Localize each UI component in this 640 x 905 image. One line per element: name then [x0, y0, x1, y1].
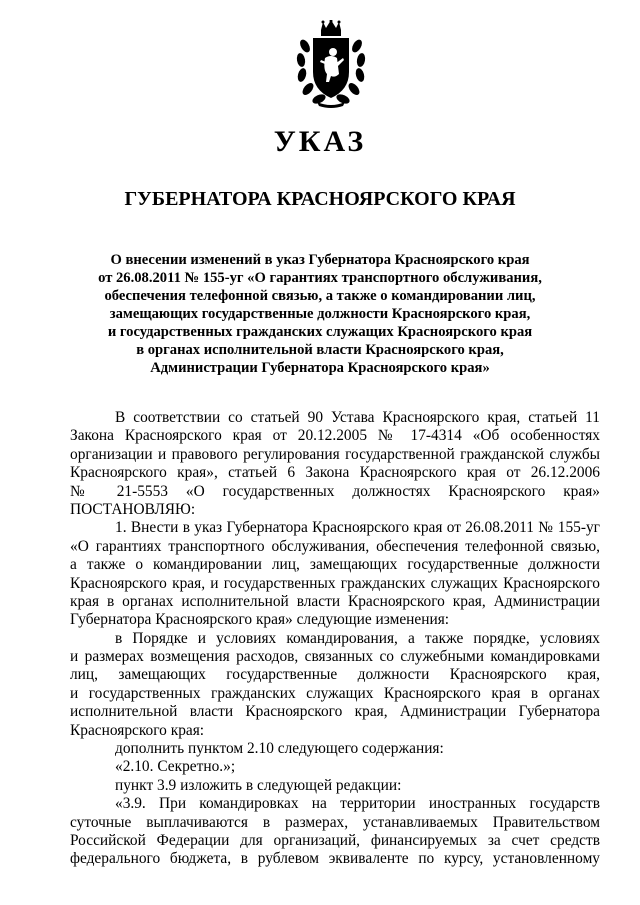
- body-line: в Порядке и условиях командирования, а также порядке, условиях: [115, 629, 600, 647]
- subject-line: и государственных гражданских служащих Красноярского края: [107, 324, 533, 340]
- body-line: «3.9. При командировках на территории иностранных государств: [115, 795, 600, 813]
- body-line: суточные выплачиваются в размерах, устанавливаемых Правительством: [70, 813, 600, 831]
- decree-subject-heading: [60, 251, 580, 377]
- body-line: «О гарантиях транспортного обслуживания, обеспечения телефонной связью,: [70, 537, 600, 555]
- krasnoyarsk-coat-of-arms-emblem: [295, 20, 367, 108]
- body-line: и размерах возмещения расходов, связанных со служебными командировками: [70, 648, 600, 666]
- body-line: 1. Внести в указ Губернатора Красноярского края от 26.08.2011 № 155-уг: [115, 519, 600, 537]
- body-line: организации и правового регулирования государственной гражданской службы: [70, 445, 600, 463]
- body-line: и государственных гражданских служащих Красноярского края в органах: [70, 684, 600, 702]
- body-line: а также о командировании лиц, замещающих государственные должности: [70, 556, 600, 574]
- body-line: лиц, замещающих государственные должности Красноярского края,: [70, 666, 600, 684]
- subject-line: О внесении изменений в указ Губернатора Красноярского края: [110, 252, 530, 268]
- body-line: края в органах исполнительной власти Красноярского края, Администрации: [70, 592, 600, 610]
- body-line: В соответствии со статьей 90 Устава Красноярского края, статьей 11: [115, 409, 600, 426]
- decree-body-text: [70, 409, 600, 869]
- subject-line: в органах исполнительной власти Красноярского края,: [136, 342, 504, 358]
- body-line: ПОСТАНОВЛЯЮ:: [70, 500, 196, 518]
- subject-line: от 26.08.2011 № 155-уг «О гарантиях транспортного обслуживания,: [98, 270, 542, 286]
- body-line: исполнительной власти Красноярского края, Администрации Губернатора: [70, 703, 600, 721]
- issuer-title: ГУБЕРНАТОРА КРАСНОЯРСКОГО КРАЯ: [124, 188, 516, 210]
- body-line: Губернатора Красноярского края» следующие изменения:: [70, 611, 450, 629]
- body-line: федерального бюджета, в рублевом эквиваленте по курсу, установленному: [70, 850, 600, 868]
- body-line: Красноярского края», статьей 6 Закона Красноярского края от 26.12.2006: [70, 464, 600, 482]
- body-line: № 21-5553 «О государственных должностях Красноярского края»: [70, 482, 600, 500]
- subject-line: Администрации Губернатора Красноярского края»: [150, 360, 490, 376]
- body-line: Российской Федерации для организаций, финансируемых за счет средств: [70, 831, 600, 849]
- subject-line: обеспечения телефонной связью, а также о командировании лиц,: [104, 288, 536, 304]
- body-line: пункт 3.9 изложить в следующей редакции:: [115, 776, 402, 794]
- subject-line: замещающих государственные должности Красноярского края,: [109, 306, 531, 322]
- body-line: дополнить пунктом 2.10 следующего содержания:: [115, 740, 444, 758]
- body-line: Красноярского края:: [70, 721, 205, 739]
- body-line: Закона Красноярского края от 20.12.2005 № 17-4314 «Об особенностях: [70, 427, 600, 445]
- body-line: «2.10. Секретно.»;: [115, 758, 236, 776]
- document-type-title: УКАЗ: [273, 125, 367, 158]
- body-line: Красноярского края, и государственных гражданских служащих Красноярского: [70, 574, 600, 592]
